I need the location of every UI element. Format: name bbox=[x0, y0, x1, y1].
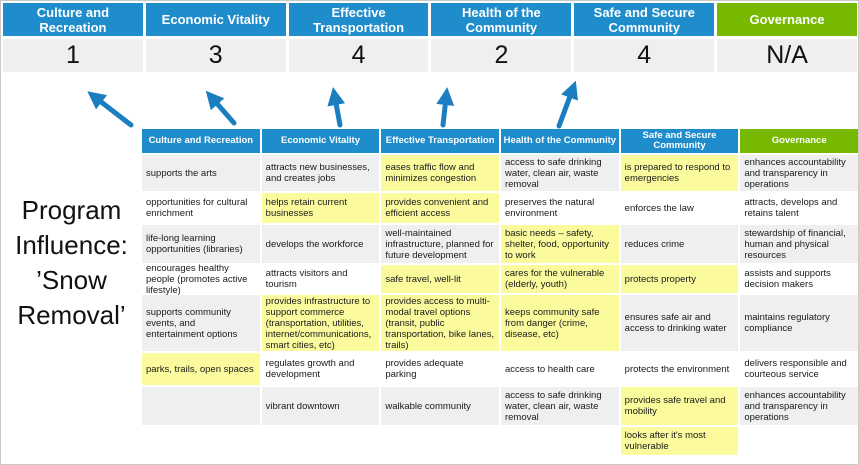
matrix-header-4: Safe and Secure Community bbox=[621, 129, 739, 153]
matrix-cell-r3c2: develops the workforce bbox=[262, 225, 380, 263]
summary-banner bbox=[3, 3, 857, 36]
matrix-cell-r1c5: is prepared to respond to emergencies bbox=[621, 155, 739, 191]
matrix-cell-r5c4: keeps community safe from danger (crime, disease, etc) bbox=[501, 295, 619, 351]
matrix-cell-r6c1: parks, trails, open spaces bbox=[142, 353, 260, 385]
matrix-cell-r2c5: enforces the law bbox=[621, 193, 739, 223]
arrow-icon-1 bbox=[96, 98, 131, 125]
matrix-cell-r1c6: enhances accountability and transparency in operations bbox=[740, 155, 858, 191]
score-row bbox=[3, 39, 857, 72]
summary-score-1: 3 bbox=[146, 39, 286, 72]
matrix-cell-r5c6: maintains regulatory compliance bbox=[740, 295, 858, 351]
matrix-cell-r2c2: helps retain current businesses bbox=[262, 193, 380, 223]
matrix-cell-r8c2 bbox=[262, 427, 380, 455]
matrix-cell-r3c3: well-maintained infrastructure, planned for future development bbox=[381, 225, 499, 263]
summary-category-2: Effective Transportation bbox=[289, 3, 429, 36]
matrix-cell-r3c4: basic needs – safety, shelter, food, opportunity to work bbox=[501, 225, 619, 263]
summary-score-0: 1 bbox=[3, 39, 143, 72]
matrix-cell-r2c6: attracts, develops and retains talent bbox=[740, 193, 858, 223]
matrix-cell-r1c1: supports the arts bbox=[142, 155, 260, 191]
matrix-cell-r6c5: protects the environment bbox=[621, 353, 739, 385]
arrow-icon-4 bbox=[443, 98, 446, 125]
matrix-header-5: Governance bbox=[740, 129, 858, 153]
matrix-cell-r6c4: access to health care bbox=[501, 353, 619, 385]
summary-category-4: Safe and Secure Community bbox=[574, 3, 714, 36]
program-title-line: ’Snow bbox=[36, 265, 107, 295]
summary-category-1: Economic Vitality bbox=[146, 3, 286, 36]
matrix-cell-r8c3 bbox=[381, 427, 499, 455]
matrix-cell-r2c1: opportunities for cultural enrichment bbox=[142, 193, 260, 223]
program-title-line: Influence: bbox=[15, 230, 128, 260]
matrix-cell-r4c5: protects property bbox=[621, 265, 739, 293]
program-title-line: Removal’ bbox=[17, 300, 126, 330]
matrix-cell-r2c3: provides convenient and efficient access bbox=[381, 193, 499, 223]
matrix-cell-r3c5: reduces crime bbox=[621, 225, 739, 263]
matrix-cell-r7c6: enhances accountability and transparency in operations bbox=[740, 387, 858, 425]
summary-score-2: 4 bbox=[289, 39, 429, 72]
matrix-cell-r8c5: looks after it's most vulnerable bbox=[621, 427, 739, 455]
matrix-header-1: Economic Vitality bbox=[262, 129, 380, 153]
matrix-cell-r5c1: supports community events, and entertainment options bbox=[142, 295, 260, 351]
matrix-cell-r5c5: ensures safe air and access to drinking water bbox=[621, 295, 739, 351]
matrix-cell-r6c3: provides adequate parking bbox=[381, 353, 499, 385]
matrix-cell-r4c3: safe travel, well-lit bbox=[381, 265, 499, 293]
summary-category-0: Culture and Recreation bbox=[3, 3, 143, 36]
matrix-cell-r6c6: delivers responsible and courteous service bbox=[740, 353, 858, 385]
summary-score-3: 2 bbox=[431, 39, 571, 72]
matrix-cell-r3c6: stewardship of financial, human and physical resources bbox=[740, 225, 858, 263]
program-title bbox=[1, 193, 142, 333]
matrix-cell-r2c4: preserves the natural environment bbox=[501, 193, 619, 223]
summary-category-3: Health of the Community bbox=[431, 3, 571, 36]
matrix-header-2: Effective Transportation bbox=[381, 129, 499, 153]
matrix-cell-r1c3: eases traffic flow and minimizes congestion bbox=[381, 155, 499, 191]
matrix-header-0: Culture and Recreation bbox=[142, 129, 260, 153]
matrix-cell-r4c4: cares for the vulnerable (elderly, youth) bbox=[501, 265, 619, 293]
matrix-cell-r7c1 bbox=[142, 387, 260, 425]
matrix-cell-r5c3: provides access to multi-modal travel options (transit, public transportation, bike lanes, trails) bbox=[381, 295, 499, 351]
matrix-cell-r1c2: attracts new businesses, and creates jobs bbox=[262, 155, 380, 191]
matrix-cell-r4c2: attracts visitors and tourism bbox=[262, 265, 380, 293]
matrix-cell-r7c3: walkable community bbox=[381, 387, 499, 425]
matrix-cell-r5c2: provides infrastructure to support commerce (transportation, utilities, internet/communications, smart cities, etc) bbox=[262, 295, 380, 351]
matrix-cell-r8c4 bbox=[501, 427, 619, 455]
matrix-cell-r7c4: access to safe drinking water, clean air, waste removal bbox=[501, 387, 619, 425]
influence-arrows bbox=[1, 73, 859, 129]
matrix-cell-r6c2: regulates growth and development bbox=[262, 353, 380, 385]
matrix-cell-r7c2: vibrant downtown bbox=[262, 387, 380, 425]
matrix-cell-r1c4: access to safe drinking water, clean air, waste removal bbox=[501, 155, 619, 191]
matrix-cell-r3c1: life-long learning opportunities (libraries) bbox=[142, 225, 260, 263]
matrix-cell-r8c1 bbox=[142, 427, 260, 455]
arrow-icon-3 bbox=[335, 98, 340, 125]
arrow-icon-2 bbox=[213, 99, 234, 123]
influence-matrix bbox=[142, 129, 858, 455]
matrix-cell-r8c6 bbox=[740, 427, 858, 455]
summary-score-4: 4 bbox=[574, 39, 714, 72]
summary-score-5: N/A bbox=[717, 39, 857, 72]
summary-category-5: Governance bbox=[717, 3, 857, 36]
matrix-cell-r7c5: provides safe travel and mobility bbox=[621, 387, 739, 425]
arrow-icon-5 bbox=[559, 91, 572, 126]
matrix-cell-r4c6: assists and supports decision makers bbox=[740, 265, 858, 293]
matrix-cell-r4c1: encourages healthy people (promotes active lifestyle) bbox=[142, 265, 260, 293]
program-title-line: Program bbox=[21, 195, 122, 225]
matrix-header-3: Health of the Community bbox=[501, 129, 619, 153]
